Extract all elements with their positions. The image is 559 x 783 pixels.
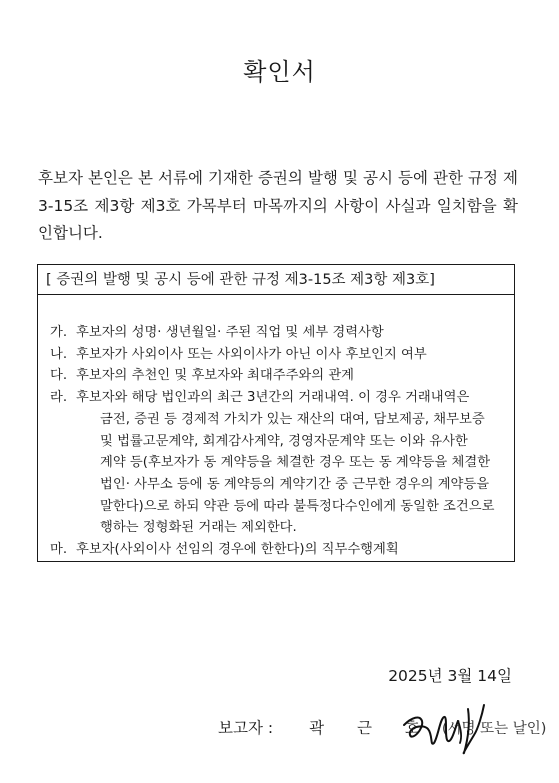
regulation-item-da: [50, 365, 504, 387]
item-text-line: 후보자와 해당 법인과의 최근 3년간의 거래내역. 이 경우 거래내역은: [76, 390, 470, 406]
regulation-item-ga: [50, 322, 504, 344]
item-text-line: 및 법률고문계약, 회계감사계약, 경영자문계약 또는 이와 유사한: [100, 433, 468, 449]
regulation-item-ra: [50, 387, 504, 539]
item-text-line: 법인· 사무소 등에 동 계약등의 계약기간 중 근무한 경우의 계약등을: [100, 476, 490, 492]
signature-note: (서명 또는 날인): [441, 720, 547, 737]
signer-name: 곽 근 호: [309, 719, 434, 737]
item-text: 후보자의 추천인 및 후보자와 최대주주와의 관계: [76, 368, 355, 384]
document-title: 확인서: [243, 58, 316, 86]
item-marker: 나.: [50, 346, 68, 362]
handwritten-signature: [398, 695, 498, 757]
item-text: 후보자(사외이사 선임의 경우에 한한다)의 직무수행계획: [76, 542, 399, 558]
regulation-item-na: [50, 344, 504, 366]
signer-label: 보고자 :: [218, 719, 274, 737]
regulation-box: [37, 264, 515, 562]
regulation-header: [ 증권의 발행 및 공시 등에 관한 규정 제3-15조 제3항 제3호]: [38, 265, 514, 295]
item-text-line: 계약 등(후보자가 동 계약등을 체결한 경우 또는 동 계약등을 체결한: [100, 455, 491, 471]
item-text: 후보자가 사외이사 또는 사외이사가 아닌 이사 후보인지 여부: [76, 346, 427, 362]
item-marker: 라.: [50, 390, 68, 406]
item-text: 후보자의 성명· 생년월일· 주된 직업 및 세부 경력사항: [76, 325, 384, 340]
confirmation-statement: 후보자 본인은 본 서류에 기재한 증권의 발행 및 공시 등에 관한 규정 제3-15조 제3항 제3호 가목부터 마목까지의 사항이 사실과 일치함을 확인합니다.: [38, 169, 518, 242]
item-marker: 가.: [50, 325, 68, 340]
item-marker: 다.: [50, 368, 68, 384]
item-text-line: 금전, 증권 등 경제적 가치가 있는 재산의 대여, 담보제공, 채무보증: [100, 411, 485, 427]
regulation-item-ma: [50, 539, 504, 561]
item-text-line: 말한다)으로 하되 약관 등에 따라 불특정다수인에게 동일한 조건으로: [100, 498, 495, 514]
item-marker: 마.: [50, 542, 68, 558]
regulation-item-list: [50, 322, 504, 561]
item-text-line: 행하는 정형화된 거래는 제외한다.: [100, 520, 297, 536]
document-date: 2025년 3월 14일: [388, 667, 512, 685]
